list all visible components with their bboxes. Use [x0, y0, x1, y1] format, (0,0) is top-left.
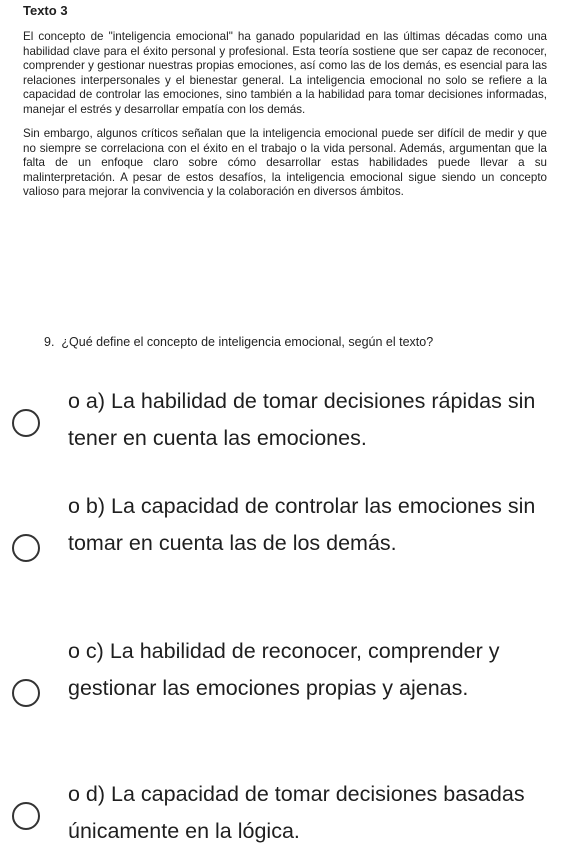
radio-circle-icon[interactable]	[12, 534, 40, 562]
radio-circle-icon[interactable]	[12, 679, 40, 707]
answer-option-label[interactable]: o b) La capacidad de controlar las emociones sin tomar en cuenta las de los demás.	[68, 494, 536, 555]
question-text: ¿Qué define el concepto de inteligencia emocional, según el texto?	[61, 335, 434, 349]
reading-passage	[23, 2, 547, 210]
answer-option-label[interactable]: o c) La habilidad de reconocer, comprender y gestionar las emociones propias y ajenas.	[68, 639, 500, 700]
passage-title: Texto 3	[23, 3, 68, 18]
question-prompt	[44, 334, 554, 350]
radio-circle-icon[interactable]	[12, 409, 40, 437]
question-number: 9.	[44, 335, 55, 349]
answer-option-label[interactable]: o a) La habilidad de tomar decisiones rápidas sin tener en cuenta las emociones.	[68, 389, 536, 450]
radio-circle-icon[interactable]	[12, 802, 40, 830]
answer-option-label[interactable]: o d) La capacidad de tomar decisiones basadas únicamente en la lógica.	[68, 782, 525, 843]
passage-paragraph-2: Sin embargo, algunos críticos señalan que la inteligencia emocional puede ser difícil de medir y que no siempre se correlaciona con el éxito en el trabajo o la vida personal. Además, argumentan que la falta de un enfoque claro sobre cómo desarrollar estas habilidades puede llevar a su malinterpretación. A pesar de estos desafíos, la inteligencia emocional sigue siendo un concepto valioso para mejorar la convivencia y la colaboración en diversos ámbitos.	[23, 127, 547, 198]
passage-paragraph-1: El concepto de "inteligencia emocional" ha ganado popularidad en las últimas décadas como una habilidad clave para el éxito personal y profesional. Esta teoría sostiene que ser capaz de reconocer, comprender y gestionar nuestras propias emociones, así como las de los demás, es esencial para las relaciones interpersonales y el bienestar general. La inteligencia emocional no solo se refiere a la capacidad de controlar las emociones, sino también a la habilidad para tomar decisiones informadas, manejar el estrés y desarrollar empatía con los demás.	[23, 30, 547, 116]
